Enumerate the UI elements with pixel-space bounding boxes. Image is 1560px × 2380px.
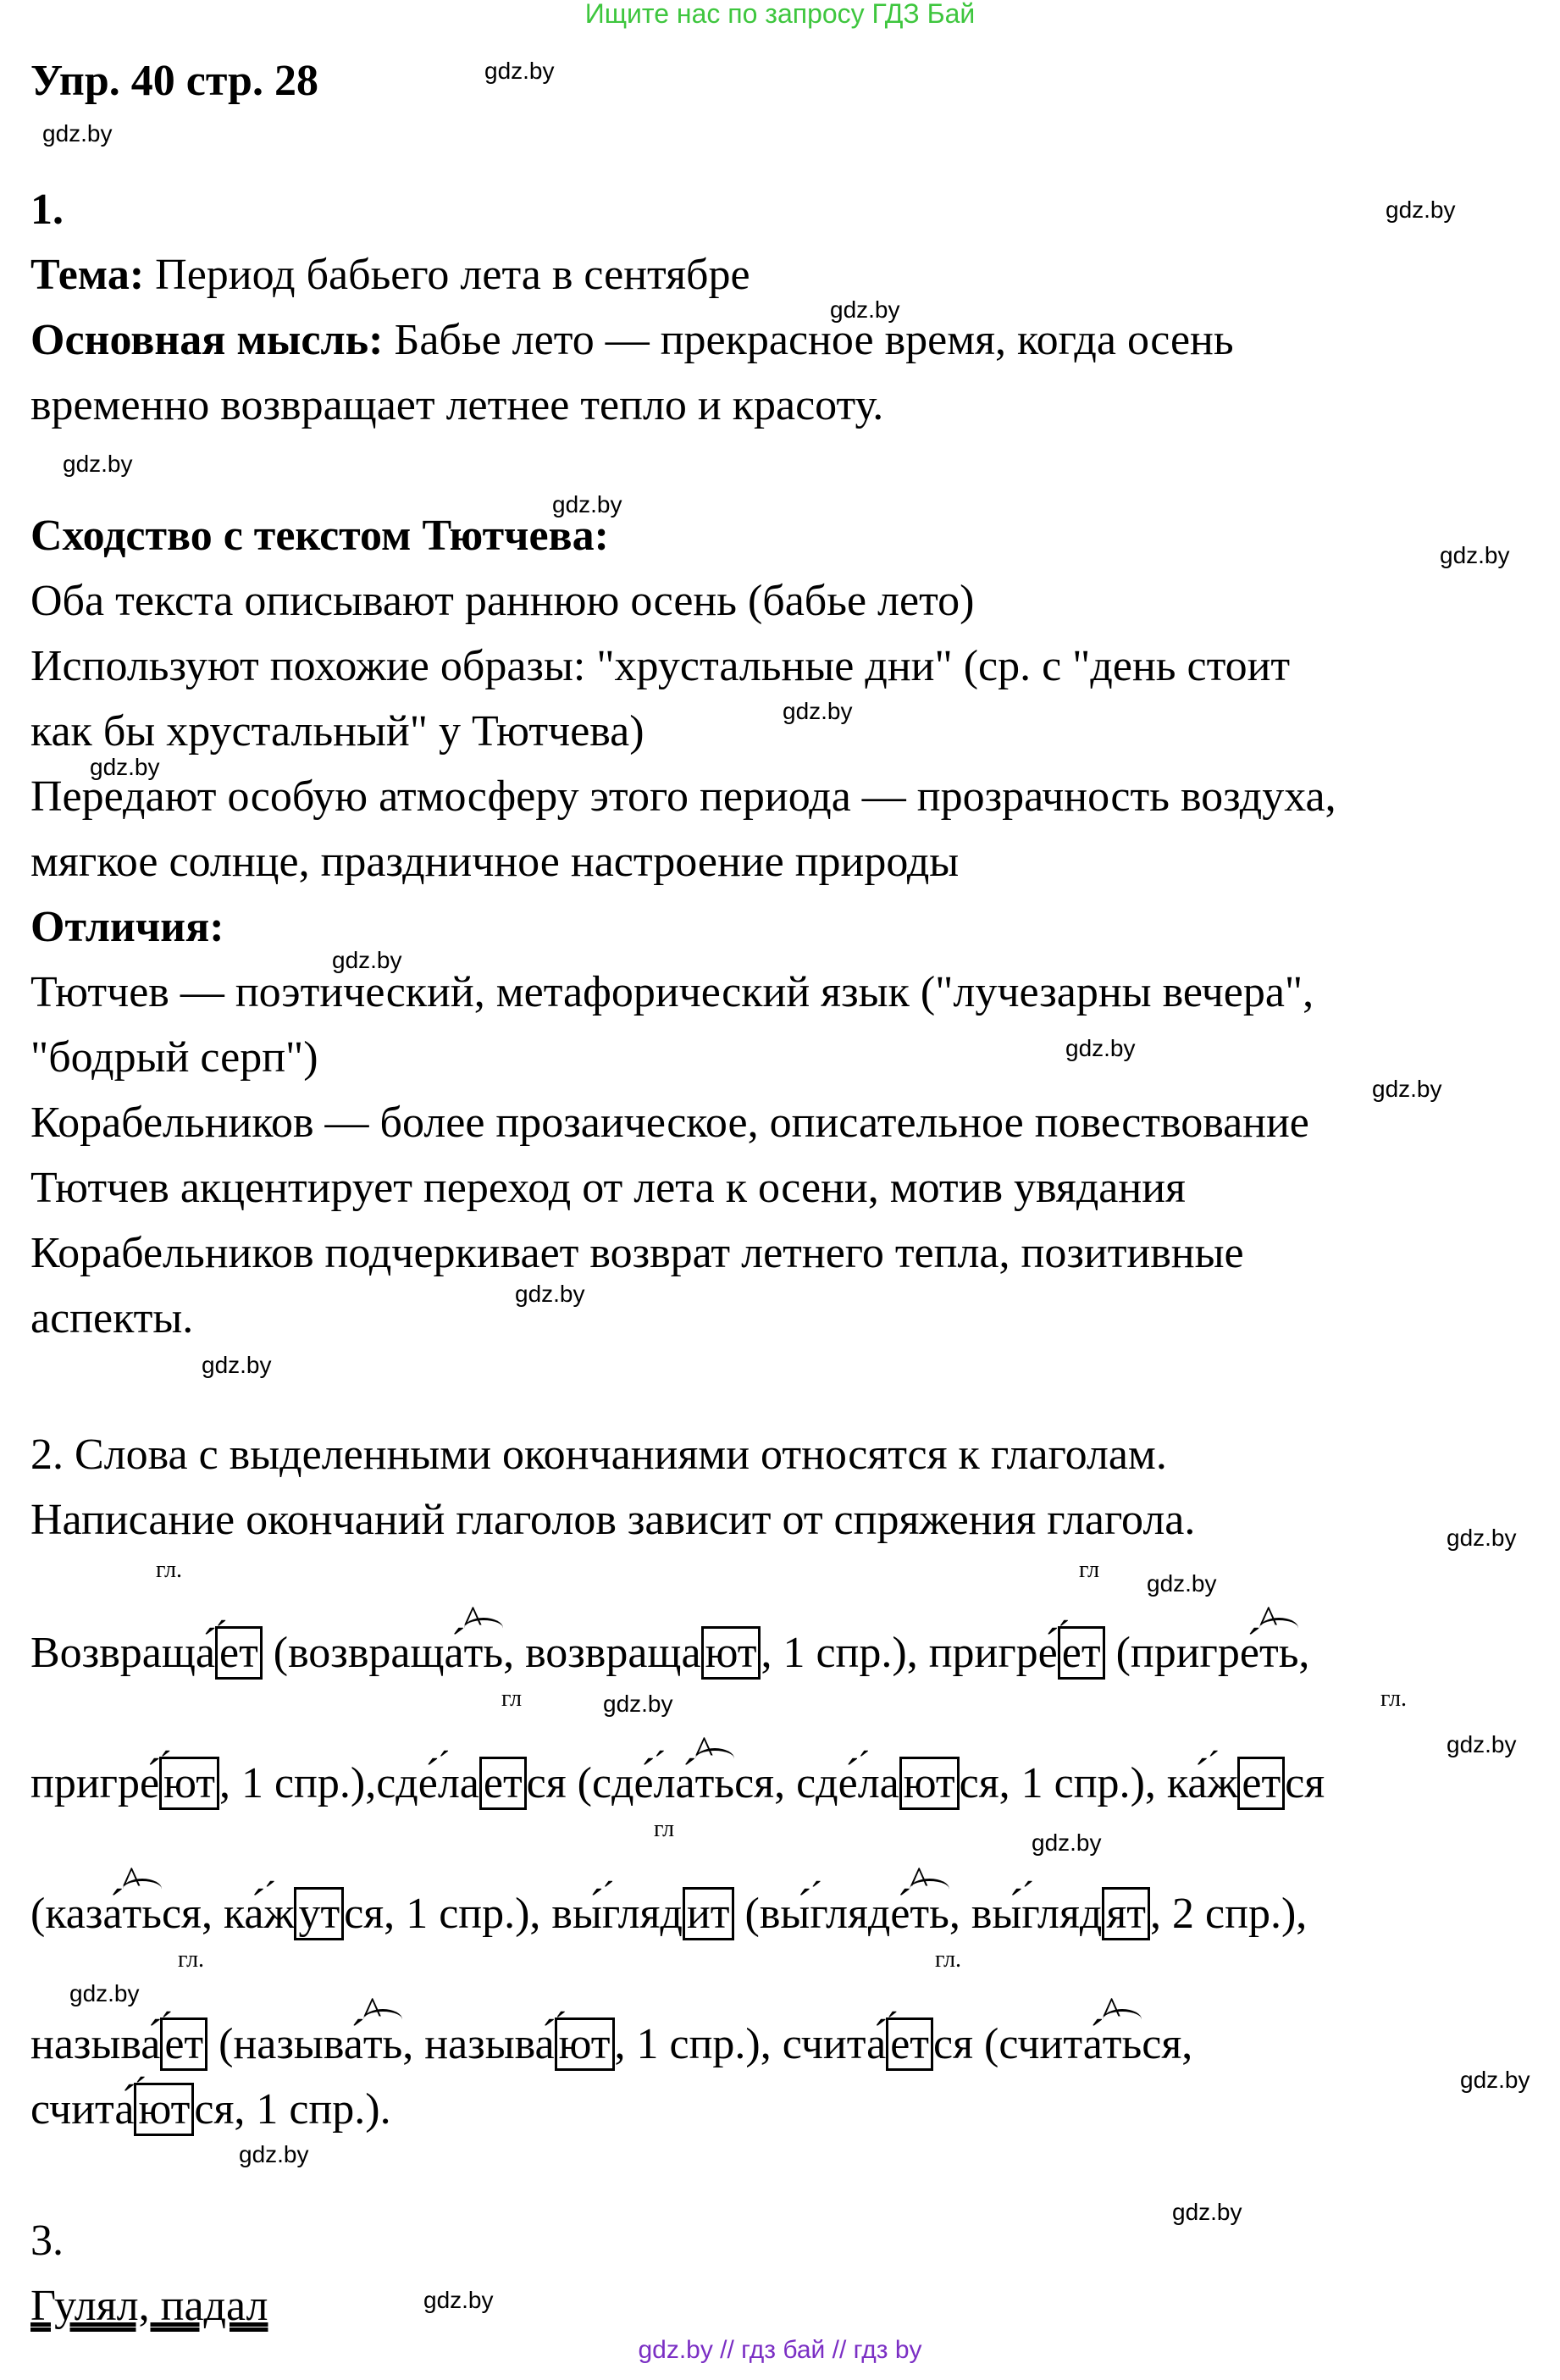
watermark: gdz.by [1460, 2067, 1530, 2093]
differences-label: Отличия: [30, 903, 224, 951]
watermark: gdz.by [484, 58, 555, 84]
verb-line-1: Возвращает (возвращать, возвращают, 1 спр.), пригреет (пригреть, [30, 1628, 1309, 1679]
gl-mark: гл. [935, 1946, 962, 1973]
watermark: gdz.by [603, 1691, 673, 1717]
watermark: gdz.by [1440, 542, 1510, 568]
watermark: gdz.by [423, 2287, 494, 2313]
gl-mark: гл. [156, 1557, 183, 1583]
gl-mark: гл [501, 1685, 523, 1712]
watermark: gdz.by [69, 1980, 140, 2006]
section-3-words: Гулял, падал [30, 2282, 268, 2330]
theme-text: Период бабьего лета в сентябре [144, 251, 750, 299]
idea-label: Основная мысль: [30, 316, 384, 364]
watermark: gdz.by [515, 1281, 585, 1307]
watermark: gdz.by [1032, 1829, 1102, 1856]
watermark: gdz.by [1147, 1570, 1217, 1597]
similarity-line: Используют похожие образы: "хрустальные дни" (ср. с "день стоит [30, 642, 1291, 690]
section-3-number: 3. [30, 2217, 64, 2265]
idea-line [30, 315, 1234, 366]
footer-links[interactable]: gdz.by // гдз бай // гдз by [638, 2336, 922, 2364]
watermark: gdz.by [332, 947, 402, 973]
idea-text-1: Бабье лето — прекрасное время, когда осень [383, 316, 1234, 364]
conjugation: 1 спр. [783, 1629, 893, 1677]
watermark: gdz.by [42, 120, 113, 147]
watermark: gdz.by [830, 296, 900, 323]
page-title: Упр. 40 стр. 28 [30, 57, 318, 105]
watermark: gdz.by [1447, 1525, 1517, 1551]
similarity-line: Передают особую атмосферу этого периода — прозрачность воздуха, [30, 772, 1336, 821]
conjugation: 1 спр. [636, 2020, 746, 2068]
watermark: gdz.by [1065, 1035, 1136, 1061]
similarity-line: мягкое солнце, праздничное настроение природы [30, 838, 960, 886]
watermark: gdz.by [552, 491, 622, 518]
theme-line [30, 250, 750, 301]
watermark: gdz.by [202, 1352, 272, 1378]
conjugation: 1 спр. [256, 2085, 366, 2134]
difference-line: Корабельников подчеркивает возврат летнего тепла, позитивные [30, 1229, 1244, 1277]
section-2-intro-1: 2. Слова с выделенными окончаниями относятся к глаголам. [30, 1431, 1167, 1479]
watermark: gdz.by [63, 451, 133, 477]
watermark: gdz.by [239, 2141, 309, 2167]
watermark: gdz.by [1447, 1731, 1517, 1757]
section-2-intro-2: Написание окончаний глаголов зависит от спряжения глагола. [30, 1496, 1196, 1544]
similarity-label: Сходство с текстом Тютчева: [30, 512, 609, 560]
conjugation: 1 спр. [406, 1890, 516, 1938]
conjugation: 1 спр. [241, 1759, 351, 1807]
verb-line-4: называет (называть, называют, 1 спр.), считается (считаться, [30, 2019, 1192, 2070]
watermark: gdz.by [783, 698, 853, 724]
conjugation: 1 спр. [1021, 1759, 1131, 1807]
verb-line-3: (казаться, кажутся, 1 спр.), выглядит (выглядеть, выглядят, 2 спр.), [30, 1889, 1307, 1940]
difference-line: Тютчев акцентирует переход от лета к осени, мотив увядания [30, 1164, 1186, 1212]
gl-mark: гл [654, 1816, 675, 1842]
difference-line: аспекты. [30, 1294, 194, 1342]
difference-line: Корабельников — более прозаическое, описательное повествование [30, 1099, 1309, 1147]
difference-line: "бодрый серп") [30, 1033, 318, 1082]
idea-text-2: временно возвращает летнее тепло и красоту. [30, 381, 884, 429]
verb-line-2: пригреют, 1 спр.),сделается (сделаться, сделаются, 1 спр.), кажется [30, 1758, 1325, 1809]
watermark: gdz.by [1172, 2199, 1242, 2225]
theme-label: Тема: [30, 251, 145, 299]
gl-mark: гл. [178, 1946, 205, 1973]
watermark: gdz.by [90, 754, 160, 780]
watermark: gdz.by [1372, 1076, 1442, 1102]
watermark: gdz.by [1386, 196, 1456, 223]
similarity-line: Оба текста описывают раннюю осень (бабье лето) [30, 577, 975, 625]
top-banner[interactable]: Ищите нас по запросу ГДЗ Бай [584, 0, 976, 29]
verb-line-5: считаются, 1 спр.). [30, 2084, 391, 2135]
gl-mark: гл [1079, 1557, 1100, 1583]
similarity-line: как бы хрустальный" у Тютчева) [30, 707, 644, 756]
section-1-number: 1. [30, 185, 64, 234]
conjugation: 2 спр. [1172, 1890, 1281, 1938]
gl-mark: гл. [1380, 1685, 1408, 1712]
difference-line: Тютчев — поэтический, метафорический язык ("лучезарны вечера", [30, 968, 1314, 1016]
